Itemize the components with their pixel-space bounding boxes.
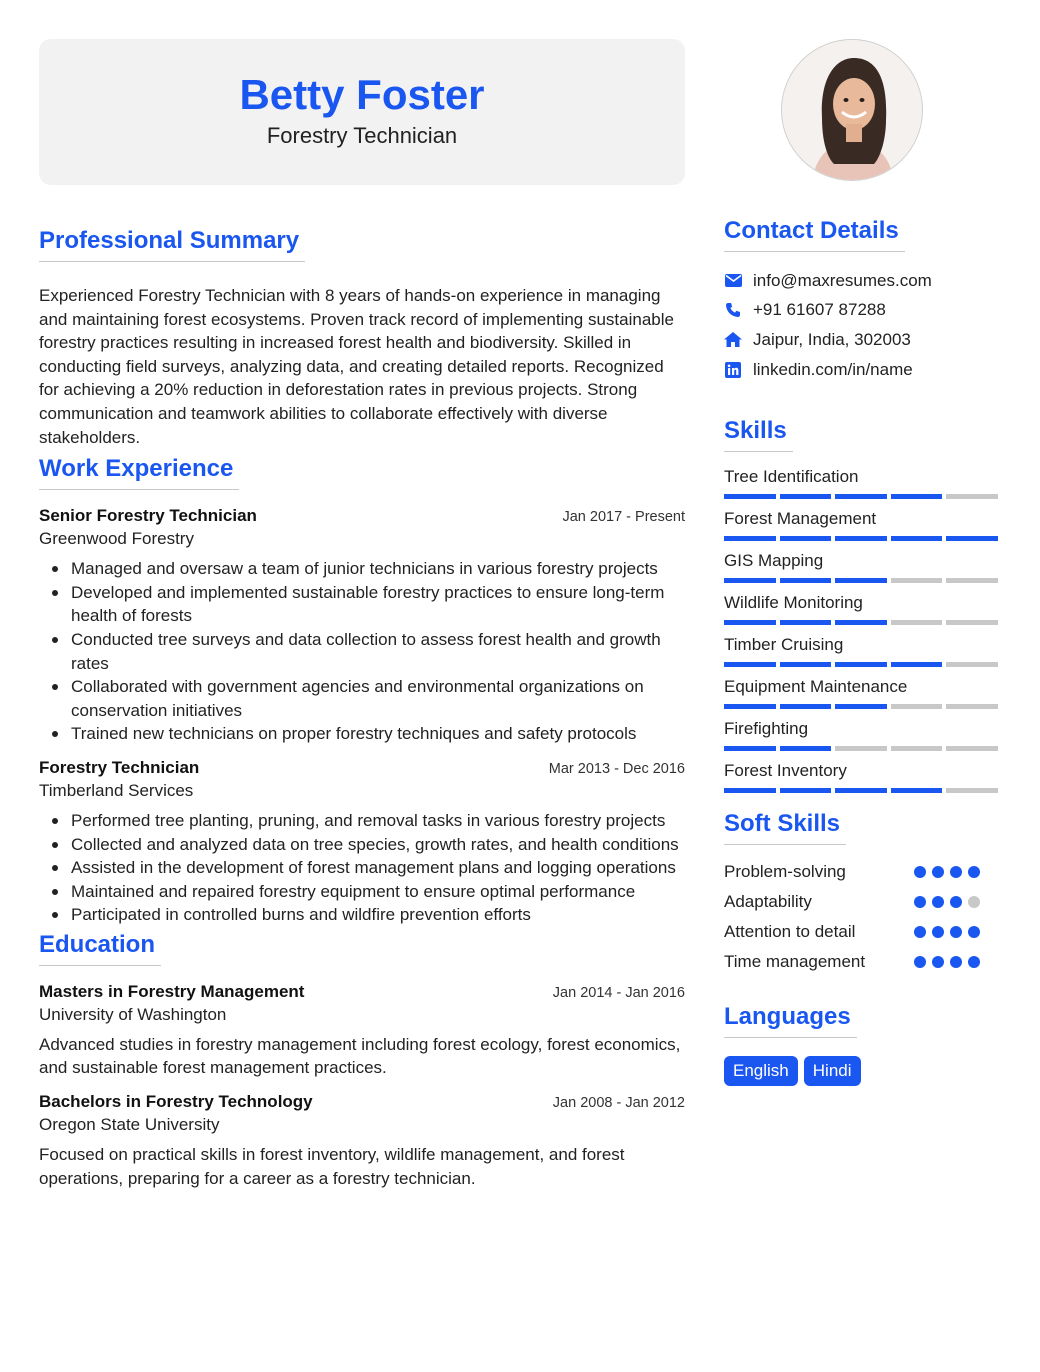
skill-level-segment xyxy=(724,788,776,793)
bullet-item: Assisted in the development of forest management plans and logging operations xyxy=(39,856,685,880)
skill-item xyxy=(724,760,1000,793)
rating-dot xyxy=(968,896,980,908)
skill-level-segment xyxy=(724,578,776,583)
contact-section xyxy=(724,217,1000,384)
skill-level-segment xyxy=(946,494,998,499)
candidate-title: Forestry Technician xyxy=(266,123,458,148)
soft-skill-rating xyxy=(914,866,980,878)
skill-level-segment xyxy=(780,494,832,499)
summary-heading: Professional Summary xyxy=(39,227,305,262)
rating-dot xyxy=(950,866,962,878)
skill-level-segment xyxy=(724,620,776,625)
skill-name: Timber Cruising xyxy=(724,635,844,654)
rating-dot xyxy=(932,866,944,878)
skill-level-segment xyxy=(724,704,776,709)
job-bullets xyxy=(39,557,685,746)
skill-level-segment xyxy=(946,746,998,751)
rating-dot xyxy=(968,956,980,968)
skill-level-segment xyxy=(835,788,887,793)
bullet-item: Collected and analyzed data on tree species, growth rates, and health conditions xyxy=(39,833,685,857)
skill-level-segment xyxy=(891,746,943,751)
contact-address-text: Jaipur, India, 302003 xyxy=(753,329,911,349)
skill-level-bar xyxy=(724,494,1000,499)
skill-level-bar xyxy=(724,746,1000,751)
rating-dot xyxy=(968,926,980,938)
contact-address xyxy=(724,325,1000,355)
skill-level-segment xyxy=(891,704,943,709)
skill-level-bar xyxy=(724,788,1000,793)
bullet-item: Performed tree planting, pruning, and removal tasks in various forestry projects xyxy=(39,809,685,833)
job-role: Forestry Technician xyxy=(39,757,200,777)
experience-section xyxy=(39,455,685,927)
skill-level-segment xyxy=(891,788,943,793)
skill-level-segment xyxy=(835,578,887,583)
skill-level-segment xyxy=(891,578,943,583)
skill-name: Wildlife Monitoring xyxy=(724,593,863,612)
job-entry xyxy=(39,758,685,927)
bullet-item: Participated in controlled burns and wildfire prevention efforts xyxy=(39,903,685,927)
education-heading: Education xyxy=(39,931,161,966)
skill-level-segment xyxy=(780,704,832,709)
main-column xyxy=(39,39,685,1190)
contact-linkedin[interactable] xyxy=(724,355,1000,385)
skill-item xyxy=(724,592,1000,625)
skill-item xyxy=(724,508,1000,541)
skill-level-segment xyxy=(891,536,943,541)
skill-level-bar xyxy=(724,620,1000,625)
bullet-item: Conducted tree surveys and data collection to assess forest health and growth rates xyxy=(39,628,685,675)
skill-item xyxy=(724,550,1000,583)
skill-level-bar xyxy=(724,704,1000,709)
skill-level-segment xyxy=(891,494,943,499)
degree-name: Masters in Forestry Management xyxy=(39,981,305,1001)
skill-name: GIS Mapping xyxy=(724,551,824,570)
job-entry xyxy=(39,506,685,746)
skill-level-segment xyxy=(835,746,887,751)
skill-level-bar xyxy=(724,578,1000,583)
contact-linkedin-text: linkedin.com/in/name xyxy=(753,359,913,379)
skill-level-segment xyxy=(835,620,887,625)
job-role: Senior Forestry Technician xyxy=(39,506,257,526)
skill-level-segment xyxy=(724,746,776,751)
education-entry xyxy=(39,1092,685,1190)
rating-dot xyxy=(950,896,962,908)
school-name: Oregon State University xyxy=(39,1115,220,1135)
portrait-image xyxy=(782,40,923,181)
rating-dot xyxy=(950,956,962,968)
job-company: Timberland Services xyxy=(39,780,194,800)
bullet-item: Trained new technicians on proper forestry techniques and safety protocols xyxy=(39,722,685,746)
envelope-icon xyxy=(724,272,742,290)
skills-list xyxy=(724,466,1000,793)
soft-skills-section xyxy=(724,810,1000,977)
soft-skill-name: Adaptability xyxy=(724,892,812,911)
rating-dot xyxy=(932,896,944,908)
skill-level-segment xyxy=(835,662,887,667)
candidate-name: Betty Foster xyxy=(239,71,485,118)
soft-skill-name: Problem-solving xyxy=(724,862,846,881)
skill-item xyxy=(724,466,1000,499)
skill-name: Tree Identification xyxy=(724,467,859,486)
rating-dot xyxy=(968,866,980,878)
soft-skills-heading: Soft Skills xyxy=(724,810,846,845)
skill-level-segment xyxy=(835,704,887,709)
skill-level-segment xyxy=(780,536,832,541)
languages-section xyxy=(724,1003,1000,1086)
avatar xyxy=(781,39,923,181)
header-box xyxy=(39,39,685,185)
skill-level-segment xyxy=(946,704,998,709)
skill-level-segment xyxy=(724,662,776,667)
skill-item xyxy=(724,634,1000,667)
skill-level-segment xyxy=(780,746,832,751)
skill-level-bar xyxy=(724,662,1000,667)
education-section xyxy=(39,931,685,1190)
summary-section xyxy=(39,227,685,449)
languages-heading: Languages xyxy=(724,1003,857,1038)
degree-name: Bachelors in Forestry Technology xyxy=(39,1092,313,1112)
skill-level-segment xyxy=(946,788,998,793)
contact-email-text: info@maxresumes.com xyxy=(753,270,932,290)
skill-level-segment xyxy=(946,662,998,667)
rating-dot xyxy=(932,956,944,968)
rating-dot xyxy=(950,926,962,938)
skill-level-segment xyxy=(835,536,887,541)
skills-heading: Skills xyxy=(724,417,793,452)
job-date: Jan 2017 - Present xyxy=(562,509,685,526)
skill-item xyxy=(724,676,1000,709)
soft-skills-list xyxy=(724,857,1000,977)
job-date: Mar 2013 - Dec 2016 xyxy=(548,760,685,777)
language-badge: Hindi xyxy=(804,1056,861,1086)
skill-level-segment xyxy=(780,662,832,667)
contact-heading: Contact Details xyxy=(724,217,905,252)
skill-name: Forest Management xyxy=(724,509,877,528)
skill-level-segment xyxy=(946,536,998,541)
education-description: Advanced studies in forestry management including forest ecology, forest economics, and sustainable forest management practices. xyxy=(39,1034,681,1078)
skill-level-segment xyxy=(946,620,998,625)
skill-name: Firefighting xyxy=(724,719,809,738)
soft-skill-rating xyxy=(914,956,980,968)
skill-name: Equipment Maintenance xyxy=(724,677,908,696)
skill-level-segment xyxy=(835,494,887,499)
education-date: Jan 2008 - Jan 2012 xyxy=(552,1095,685,1112)
education-description: Focused on practical skills in forest inventory, wildlife management, and forest operations, preparing for a career as a forestry technician. xyxy=(39,1145,625,1188)
contact-email[interactable] xyxy=(724,266,1000,296)
rating-dot xyxy=(914,896,926,908)
linkedin-icon xyxy=(724,361,742,379)
skills-section xyxy=(724,417,1000,793)
rating-dot xyxy=(914,866,926,878)
skill-name: Forest Inventory xyxy=(724,761,847,780)
soft-skill-item xyxy=(724,887,1000,917)
soft-skill-name: Time management xyxy=(724,952,866,971)
soft-skill-name: Attention to detail xyxy=(724,922,856,941)
skill-level-segment xyxy=(780,578,832,583)
experience-heading: Work Experience xyxy=(39,455,239,490)
bullet-item: Maintained and repaired forestry equipment to ensure optimal performance xyxy=(39,880,685,904)
home-icon xyxy=(724,331,742,349)
skill-level-segment xyxy=(891,620,943,625)
skill-level-segment xyxy=(724,536,776,541)
rating-dot xyxy=(932,926,944,938)
job-company: Greenwood Forestry xyxy=(39,529,194,549)
bullet-item: Managed and oversaw a team of junior technicians in various forestry projects xyxy=(39,557,685,581)
job-bullets xyxy=(39,809,685,927)
school-name: University of Washington xyxy=(39,1004,227,1024)
rating-dot xyxy=(914,956,926,968)
skill-level-segment xyxy=(780,620,832,625)
language-badge: English xyxy=(724,1056,798,1086)
skill-level-segment xyxy=(946,578,998,583)
phone-icon xyxy=(724,301,742,319)
skill-level-segment xyxy=(780,788,832,793)
contact-phone-text: +91 61607 87288 xyxy=(753,300,886,320)
soft-skill-rating xyxy=(914,896,980,908)
skill-level-bar xyxy=(724,536,1000,541)
summary-text: Experienced Forestry Technician with 8 years of hands-on experience in managing and maintaining forest ecosystems. Proven track record of implementing sustainable forestry practices resulting in increased forest health and biodiversity. Skilled in conducting field surveys, analyzing data, and creating detailed reports. Recognized for achieving a 20% reduction in deforestation rates in previous projects. Strong communication and teamwork abilities to collaborate effectively with diverse stakeholders. xyxy=(39,286,674,447)
soft-skill-item xyxy=(724,857,1000,887)
skill-level-segment xyxy=(891,662,943,667)
soft-skill-item xyxy=(724,947,1000,977)
education-date: Jan 2014 - Jan 2016 xyxy=(552,984,685,1001)
rating-dot xyxy=(914,926,926,938)
soft-skill-item xyxy=(724,917,1000,947)
skill-level-segment xyxy=(724,494,776,499)
contact-phone[interactable] xyxy=(724,296,1000,326)
bullet-item: Collaborated with government agencies and environmental organizations on conservation initiatives xyxy=(39,675,685,722)
languages-list xyxy=(724,1056,1000,1086)
soft-skill-rating xyxy=(914,926,980,938)
bullet-item: Developed and implemented sustainable forestry practices to ensure long-term health of forests xyxy=(39,581,685,628)
skill-item xyxy=(724,718,1000,751)
education-entry xyxy=(39,982,685,1080)
